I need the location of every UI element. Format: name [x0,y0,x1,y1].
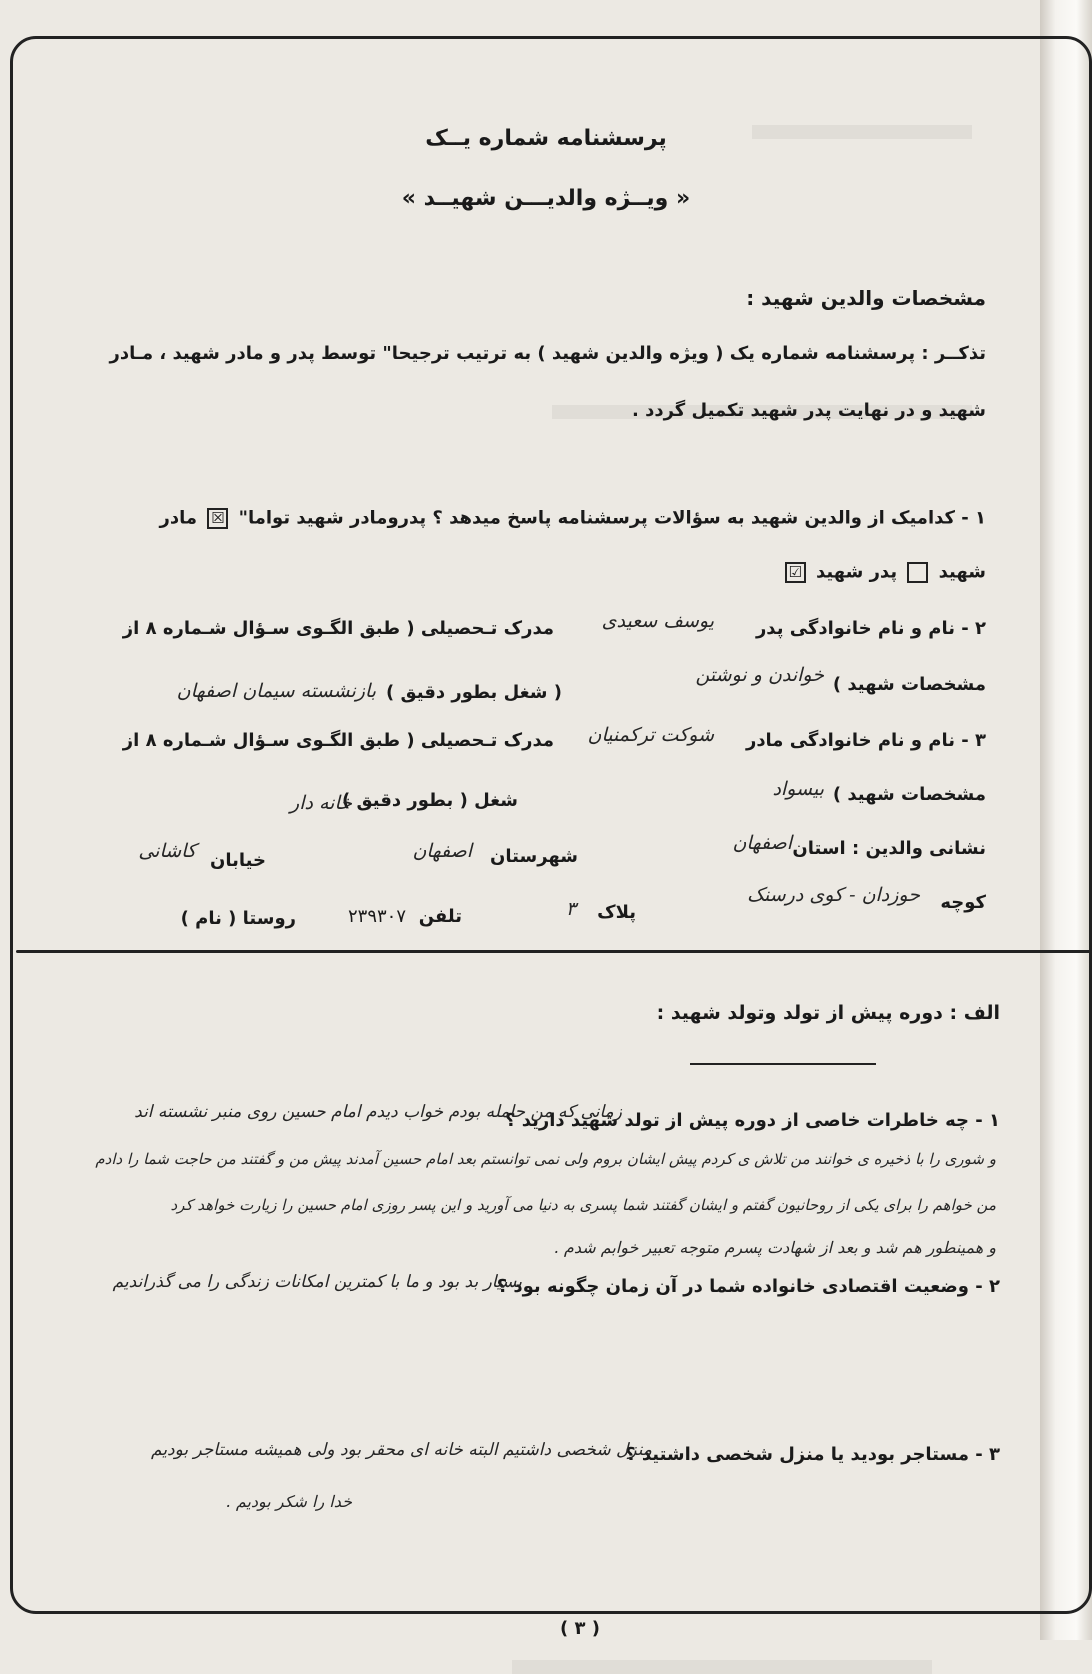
a-q1-answer-2: و شوری را با ذخیره ی خوانند من تلاش ی کردم پیش ایشان بروم ولی نمی توانستم بعد امام حسین آمدند پیش من و گفتند من حاجت شما را دادم [95,1150,996,1168]
mother-degree-value: بیسواد [772,778,824,800]
q1-respondent-label [160,508,986,529]
q1-respondent-options [781,562,986,583]
page-number: ( ۳ ) [560,1618,600,1639]
phone-value: ۲۳۹۳۰۷ [347,906,406,927]
a-q2-label: ۲ - وضعیت اقتصادی خانواده شما در آن زمان چگونه بود ؟ [496,1276,1000,1297]
mother-job-value: خانه دار [290,792,352,814]
section-divider [16,950,1092,953]
a-q3-answer-2: خدا را شکر بودیم . [225,1492,352,1511]
parents-info-box [10,36,1092,1614]
plate-value: ۳ [565,898,576,920]
mother-name-value: شوکت ترکمنیان [587,724,714,746]
q2-degree-label: مدرک تـحصیلی ( طبق الگـوی سـؤال شـماره ۸ از [122,618,554,639]
parents-section-heading: مشخصات والدین شهید : [746,286,986,310]
note-line-1: تذکــر : پرسشنامه شماره یک ( ویژه والدین شهید ) به ترتیب ترجیحا" توسط پدر و مادر شهید ، مـادر [109,343,986,364]
q3-cont-label: مشخصات شهید ) [832,784,986,805]
alley-label: کوچه [940,892,986,913]
heading-underline [690,1063,876,1065]
q3-mother-name-label: ۳ - نام و نام خانوادگی مادر [745,730,986,751]
a-q3-answer-1: منزل شخصی داشتیم البته خانه ای محقر بود ولی همیشه مستاجر بودیم [151,1440,652,1460]
province-value: اصفهان [732,832,792,854]
q1-text: ۱ - کدامیک از والدین شهید به سؤالات پرسشنامه پاسخ میدهد ؟ پدرومادر شهید تواما" [238,507,986,529]
a-q1-answer-4: و همینطور هم شد و بعد از شهادت پسرم متوجه تعبیر خوابم شدم . [553,1238,996,1257]
father-name-value: یوسف سعیدی [601,610,714,632]
city-label: شهرستان [490,846,578,867]
city-value: اصفهان [412,840,472,862]
q3-degree-label: مدرک تـحصیلی ( طبق الگـوی سـؤال شـماره ۸ از [122,730,554,751]
a-q3-label: ۳ - مستاجر بودید یا منزل شخصی داشتید ؟ [625,1444,1000,1465]
plate-label: پلاک [597,902,636,923]
both-parents-checkbox[interactable]: ☒ [207,508,228,529]
father-option-label: پدر شهید [815,561,898,583]
street-value: کاشانی [138,840,196,862]
phone-label: تلفن [418,906,462,927]
a-q1-answer-1: زمانی که من حامله بودم خواب دیدم امام حسین روی منبر نشسته اند [134,1102,622,1122]
alley-value: حوزدان - کوی درسنک [747,884,920,906]
a-q1-label: ۱ - چه خاطرات خاصی از دوره پیش از تولد شهید دارید ؟ [505,1110,1000,1131]
village-label: روستا ( نام ) [180,908,296,929]
form-title: پرسشنامه شماره یــک [425,126,667,151]
q2-father-name-label: ۲ - نام و نام خانوادگی پدر [755,618,986,639]
a-q2-answer: بسیار بد بود و ما با کمترین امکانات زندگی را می گذراندیم [112,1272,522,1292]
address-label: نشانی والدین : استان [792,838,986,859]
q2-job-label: ( شغل بطور دقیق ) [386,682,562,703]
mother-option-label: مادر [159,507,198,529]
note-line-2: شهید و در نهایت پدر شهید تکمیل گردد . [632,400,986,421]
mother-checkbox[interactable] [907,562,928,583]
father-degree-value: خواندن و نوشتن [695,664,824,686]
q3-job-label: شغل ( بطور دقیق ) [342,790,518,811]
bleed-through [512,1660,932,1674]
street-label: خیابان [210,850,266,871]
father-job-value: بازنشسته سیمان اصفهان [176,680,376,702]
a-q1-answer-3: من خواهم را برای یکی از روحانیون گفتم و ایشان گفتند شما پسری به دنیا می آورید و این پسر روزی امام حسین را زیارت خواهد کرد [170,1196,996,1214]
section-a-heading: الف : دوره پیش از تولد وتولد شهید : [656,1002,1000,1024]
q2-cont-label: مشخصات شهید ) [832,674,986,695]
father-checkbox[interactable]: ☑ [785,562,806,583]
mother-option-label-cont: شهید [938,561,986,583]
form-subtitle: « ویــژه والدیـــن شهیــد » [401,186,691,211]
